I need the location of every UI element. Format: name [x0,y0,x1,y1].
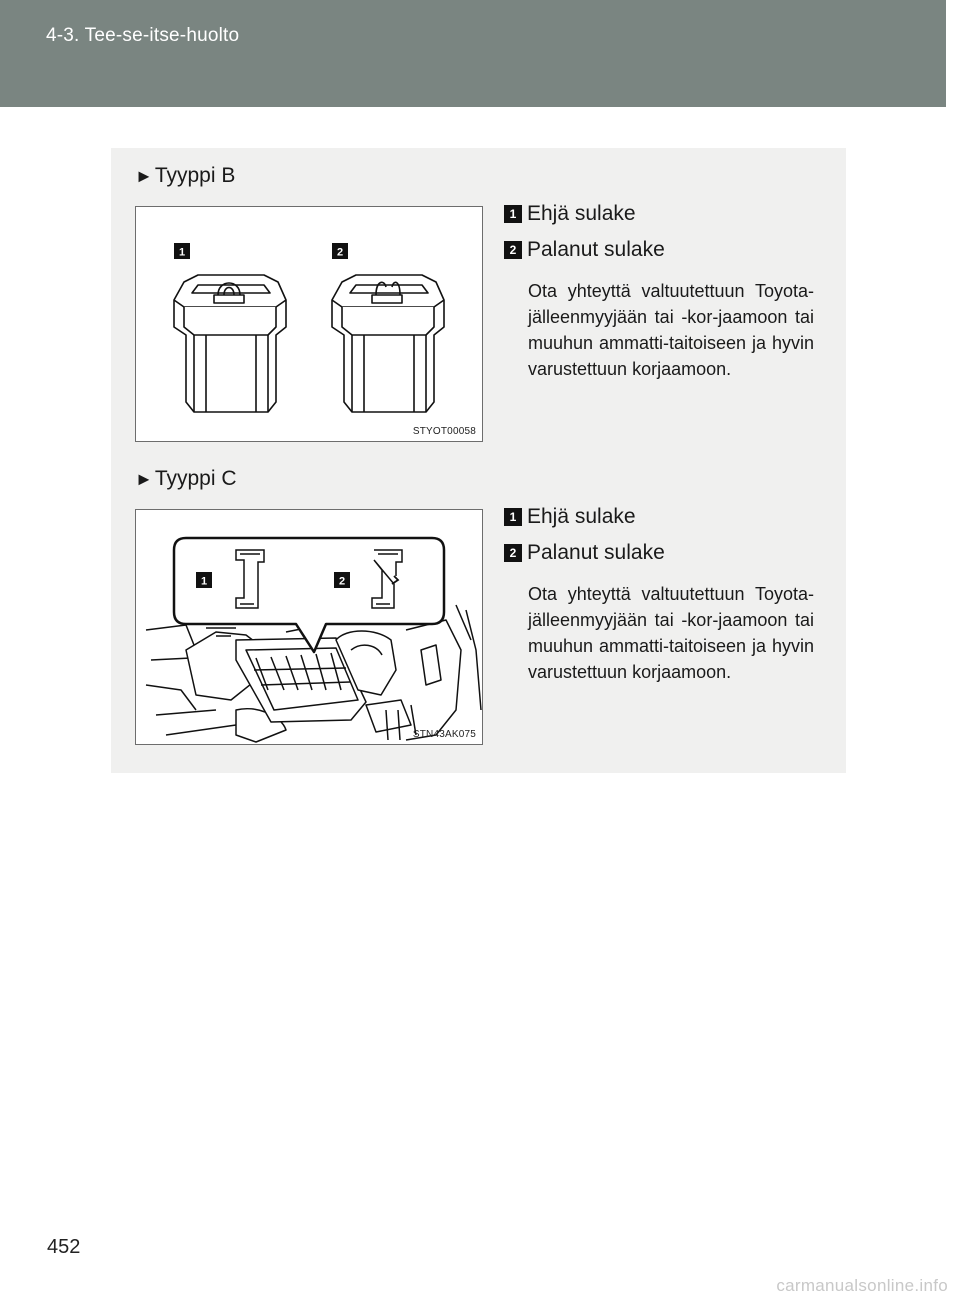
fuse-type-b-illustration [136,207,483,442]
svg-text:1: 1 [178,246,186,259]
triangle-bullet-icon: ► [135,469,153,489]
legend-label: Ehjä sulake [527,505,636,528]
page-number: 452 [47,1236,81,1258]
fuse-type-c-figure [135,509,483,745]
legend-label: Palanut sulake [527,238,665,261]
legend-item-intact-fuse [504,201,636,227]
number-badge: 1 [504,205,522,223]
section-title-text: Tyyppi B [154,164,236,187]
callout-1 [174,243,190,259]
legend-label: Palanut sulake [527,541,665,564]
callout-2 [334,572,350,588]
number-badge: 1 [504,508,522,526]
advice-text: Ota yhteyttä valtuutettuun Toyota-jälleenmyyjään tai -kor-jaamoon tai muuhun ammatti-taitoiseen ja hyvin varustettuun korjaamoon. [528,281,814,379]
chapter-title: 4-3. Tee-se-itse-huolto [46,25,240,46]
number-badge: 2 [504,544,522,562]
content-panel [111,148,846,773]
figure-code: STYOT00058 [412,426,476,437]
section-title-type-b [135,164,235,188]
svg-text:2: 2 [336,246,344,259]
fuse-type-c-illustration [136,510,483,745]
figure-code: STN43AK075 [412,729,476,740]
triangle-bullet-icon: ► [135,166,153,186]
section-title-text: Tyyppi C [154,467,237,490]
svg-text:1: 1 [200,575,208,588]
svg-text:2: 2 [338,575,346,588]
fuse-type-b-figure [135,206,483,442]
advice-text: Ota yhteyttä valtuutettuun Toyota-jälleenmyyjään tai -kor-jaamoon tai muuhun ammatti-taitoiseen ja hyvin varustettuun korjaamoon. [528,584,814,682]
legend-item-blown-fuse [504,540,665,566]
legend-label: Ehjä sulake [527,202,636,225]
number-badge: 2 [504,241,522,259]
watermark: carmanualsonline.info [776,1276,948,1295]
legend-item-intact-fuse [504,504,636,530]
legend-item-blown-fuse [504,237,665,263]
callout-1 [196,572,212,588]
page-header [0,0,946,107]
section-title-type-c [135,467,237,491]
callout-2 [332,243,348,259]
